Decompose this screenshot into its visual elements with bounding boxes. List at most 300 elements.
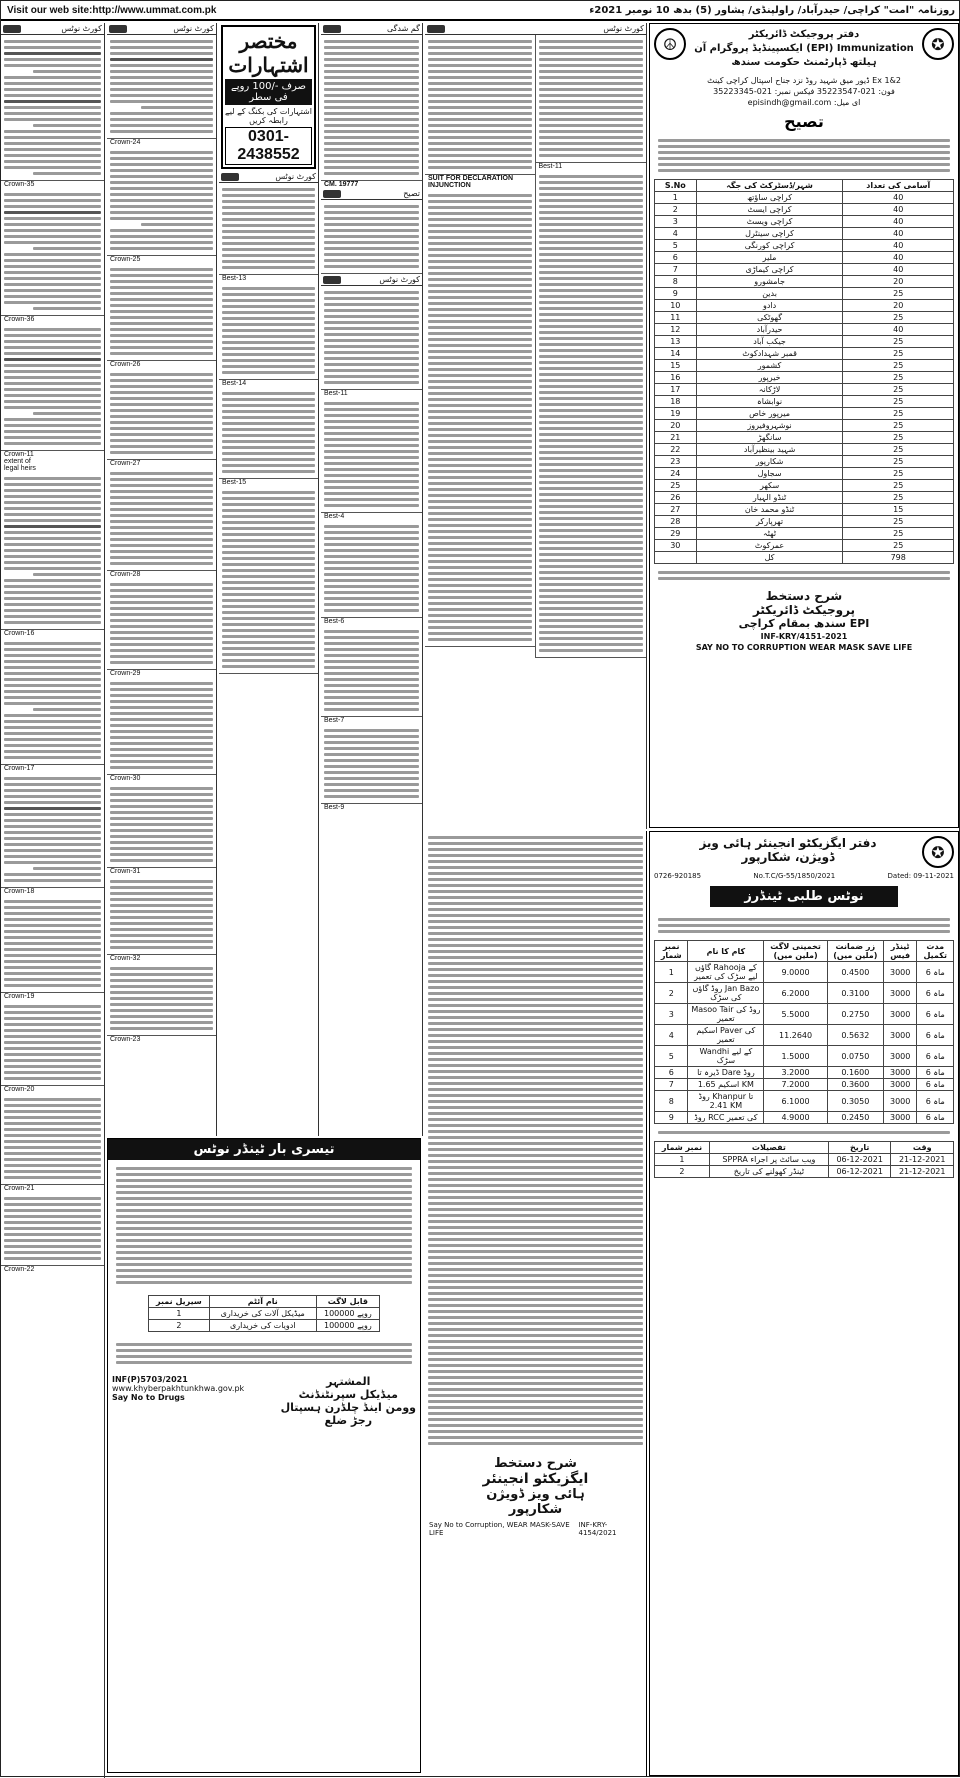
epi-table-row [655,420,954,432]
best-label: Best-13 [222,275,247,282]
epi-table-cell: نوابشاہ [696,396,843,408]
hw-table-cell: 3000 [883,1091,917,1112]
date-line: روزنامہ "امت" کراچی/ حیدرآباد/ راولپنڈی/ پشاور (5) بدھ 10 نومبر 2021ء [589,4,955,16]
hw-table-cell: 7.2000 [764,1079,828,1091]
hw-table-row [655,1079,954,1091]
epi-table-cell: 25 [843,540,954,552]
hw-schedule-header-cell: نمبر شمار [655,1142,710,1154]
best-label: Best-11 [324,390,348,397]
hw-table-cell: 2 [655,983,688,1004]
epi-table-cell: 15 [843,504,954,516]
epi-table-cell: میرپور خاص [696,408,843,420]
epi-table-cell: 18 [655,396,697,408]
epi-table-cell: کشمور [696,360,843,372]
lost-notice-header: گم شدگی [321,23,422,35]
hw-schedule-cell: ٹینڈر کھولنے کی تاریخ [709,1166,828,1178]
epi-table-row [655,336,954,348]
hw-table-cell: روڈ گاؤں Jan Bazo کی سڑک [688,983,764,1004]
epi-table-cell: 5 [655,240,697,252]
epi-table-row [655,264,954,276]
column-1 [1,23,105,1778]
hw-table-cell: 1.5000 [764,1046,828,1067]
tp-website[interactable]: www.khyberpakhtunkhwa.gov.pk [112,1384,245,1393]
epi-table-cell: 40 [843,324,954,336]
epi-table-cell: 25 [843,528,954,540]
hw-table-cell: روڈ Khanpur تا 2.41 KM [688,1091,764,1112]
gavel-icon [427,25,445,33]
gavel-icon [323,190,341,198]
epi-table-row [655,396,954,408]
hw-table-row [655,983,954,1004]
epi-table-cell: 21 [655,432,697,444]
epi-table-cell: تھرپارکر [696,516,843,528]
epi-table-cell: 26 [655,492,697,504]
lost-notice-cm: CM. 19777 [324,181,359,188]
hw-table-cell: گاؤں Rahooja کے لیے سڑک کی تعمیر [688,962,764,983]
epi-table-cell: 20 [843,300,954,312]
epi-table-cell: 20 [843,276,954,288]
hw-table-cell: 0.3600 [827,1079,883,1091]
hw-signer: شرح دستخط [494,1456,577,1471]
hw-table-cell: 6 ماہ [917,962,954,983]
family-logo-icon: ☮ [654,28,686,60]
epi-table-cell: نوشہروفیروز [696,420,843,432]
masthead [1,1,960,21]
epi-table-cell: 40 [843,240,954,252]
court-notice-header: کورٹ نوٹس [425,23,646,35]
tp-table-header-cell: قابل لاگت [316,1296,379,1308]
hw-table-cell: اسکیم Paver کی تعمیر [688,1025,764,1046]
crown-label: Crown-16 [4,630,35,637]
epi-table-cell: 1 [655,192,697,204]
hw-table-cell: 6 ماہ [917,1067,954,1079]
best-label: Best-6 [324,618,345,625]
epi-table-row [655,516,954,528]
epi-table-cell: 7 [655,264,697,276]
hw-schedule-header-cell: تفصیلات [709,1142,828,1154]
tp-table-cell: 2 [149,1320,210,1332]
highways-tender-notice [649,831,959,1776]
tp-table-cell: 100000 روپے [316,1320,379,1332]
gavel-icon [323,25,341,33]
epi-table-row [655,204,954,216]
epi-table-cell: کراچی ساؤتھ [696,192,843,204]
sindh-emblem-icon: ✪ [922,836,954,868]
epi-table-cell: 25 [843,288,954,300]
epi-table-cell: کراچی ویسٹ [696,216,843,228]
crown-label: Crown-24 [110,139,141,146]
epi-email[interactable]: ای میل: episindh@gmail.com [747,98,861,107]
best-label: Best-4 [324,513,345,520]
hw-table-row [655,962,954,983]
epi-notice [649,23,959,828]
epi-table-cell: 25 [843,432,954,444]
hw-table-cell: 11.2640 [764,1025,828,1046]
hw-table-cell: 0.2750 [827,1004,883,1025]
epi-table-cell: کراچی کورنگی [696,240,843,252]
hw-table-header-cell: زر ضمانت (ملین میں) [827,941,883,962]
tp-signer-4: رجڑ ضلع [324,1414,373,1427]
hw-table-cell: ڈیرہ تا Dare روڈ [688,1067,764,1079]
epi-table-cell: ٹنڈو محمد خان [696,504,843,516]
epi-table-row [655,432,954,444]
epi-signer-place: سندھ بمقام کراچی EPI [738,617,870,630]
court-notice-header: کورٹ نوٹس [1,23,104,35]
epi-table-row [655,348,954,360]
epi-table-cell: 25 [843,384,954,396]
hw-table-cell: 0.3050 [827,1091,883,1112]
epi-table-row [655,408,954,420]
epi-table-cell: سانگھڑ [696,432,843,444]
hw-table-cell: 4 [655,1025,688,1046]
tp-table-row [149,1308,380,1320]
epi-table-cell: 25 [843,336,954,348]
hw-table-cell: روڈ RCC کی تعمیر [688,1112,764,1124]
epi-table-cell: ٹنڈو الہیار [696,492,843,504]
crown-label: Crown-11 [4,451,34,458]
column-4 [321,23,423,1136]
epi-signer-title: پروجیکٹ ڈائریکٹر [752,603,856,617]
epi-department: ہیلتھ ڈپارٹمنٹ حکومت سندھ [731,57,877,68]
epi-table-cell: بدین [696,288,843,300]
epi-table-row [655,324,954,336]
epi-table-cell: 12 [655,324,697,336]
epi-table-cell: 15 [655,360,697,372]
hw-table-cell: اسکیم 1.65 KM [688,1079,764,1091]
hw-table-cell: 3.2000 [764,1067,828,1079]
epi-office: دفتر پروجیکٹ ڈائریکٹر [748,29,860,40]
gavel-icon [3,25,21,33]
epi-table-cell: خیرپور [696,372,843,384]
column-3 [219,23,319,1136]
hw-schedule-cell: 06-12-2021 [828,1154,891,1166]
hw-table-cell: 5 [655,1046,688,1067]
epi-table-cell: 25 [843,312,954,324]
epi-table-row [655,456,954,468]
hw-table-header-cell: مدت تکمیل [917,941,954,962]
epi-table-row [655,360,954,372]
crown-label: Crown-35 [4,181,35,188]
epi-table-cell: لاڑکانہ [696,384,843,396]
hw-table-cell: 4.9000 [764,1112,828,1124]
epi-table-cell: 25 [843,372,954,384]
hw-schedule-cell: SPPRA ویب سائٹ پر اجراء [709,1154,828,1166]
crown-label: Crown-31 [110,868,141,875]
epi-table-cell: شکارپور [696,456,843,468]
epi-table-row [655,240,954,252]
column-2 [107,23,217,1136]
hw-table-cell: 3000 [883,1025,917,1046]
epi-table-cell: 22 [655,444,697,456]
epi-table-cell: سجاول [696,468,843,480]
tp-table-row [149,1320,380,1332]
epi-table-cell: سکھر [696,480,843,492]
crown-label: Crown-28 [110,571,141,578]
epi-table-cell: کراچی کیماڑی [696,264,843,276]
epi-table-row [655,528,954,540]
epi-table-cell: 25 [843,360,954,372]
epi-table-cell: 40 [843,204,954,216]
hw-inf-no: INF-KRY-4154/2021 [578,1521,617,1537]
hw-signer-title: ایگزیکٹو انجینئر [482,1471,589,1487]
epi-table-row [655,276,954,288]
tp-table-header-cell: سیریل نمبر [149,1296,210,1308]
epi-table-cell: 2 [655,204,697,216]
crown-label: Crown-36 [4,316,35,323]
tasheeh-header: تصیح [321,188,422,200]
best-label: Best-9 [324,804,345,811]
website-link[interactable]: Visit our web site:http://www.ummat.com.pk [7,4,217,16]
epi-table-cell: 40 [843,228,954,240]
hw-table-row [655,1067,954,1079]
epi-table-cell: 25 [843,348,954,360]
epi-table-row [655,288,954,300]
crown-label: Crown-32 [110,955,141,962]
hw-table-cell: 3000 [883,1067,917,1079]
hw-dated: Dated: 09-11-2021 [887,872,954,880]
classified-booking: اشتہارات کی بکنگ کے لیے رابطہ کریں [225,107,312,125]
epi-table-cell: 28 [655,516,697,528]
hw-table-cell: 6 ماہ [917,1046,954,1067]
epi-table-cell: 25 [843,468,954,480]
hw-table-cell: 6 ماہ [917,1091,954,1112]
hw-schedule-header-cell: تاریخ [828,1142,891,1154]
hw-table-cell: 8 [655,1091,688,1112]
hw-table-header-cell: کام کا نام [688,941,764,962]
hw-table-cell: 0.4500 [827,962,883,983]
epi-table-header-cell: آسامی کی تعداد [843,180,954,192]
hw-footer: Say No to Corruption, WEAR MASK-SAVE LIFE [429,1521,570,1537]
epi-table-cell: ٹھٹہ [696,528,843,540]
hw-schedule-row [655,1166,954,1178]
epi-table-cell: ملیر [696,252,843,264]
third-tender-notice [107,1138,421,1773]
best-label: Best-7 [324,717,345,724]
epi-table-row [655,444,954,456]
epi-table-cell: 6 [655,252,697,264]
epi-table-row [655,228,954,240]
hw-table-cell: 6 ماہ [917,1112,954,1124]
epi-table-cell: 40 [843,264,954,276]
hw-table-cell: 3000 [883,1112,917,1124]
epi-table-cell: 11 [655,312,697,324]
hw-title: نوٹس طلبی ٹینڈرز [710,886,898,907]
hw-table-cell: Masoo Tair روڈ کی تعمیر [688,1004,764,1025]
classified-ads-box [221,25,316,169]
epi-table-cell: 13 [655,336,697,348]
court-notice-header: کورٹ نوٹس [321,274,422,286]
tp-table-cell: ادویات کی خریداری [209,1320,316,1332]
hw-table-cell: 6 ماہ [917,1004,954,1025]
gavel-icon [323,276,341,284]
epi-table-cell: قمبر شہدادکوٹ [696,348,843,360]
epi-address: Ex 1&2 ڈیور میق شہید روڈ نزد جناح اسپتال کراچی کینٹ [707,76,901,85]
epi-table-row [655,504,954,516]
hw-schedule-cell: 2 [655,1166,710,1178]
epi-vacancy-table [654,179,954,564]
epi-table-cell: 10 [655,300,697,312]
tp-slogan: Say No to Drugs [112,1393,185,1402]
column-5 [425,23,647,829]
epi-table-cell: 30 [655,540,697,552]
crown-label: Crown-21 [4,1185,35,1192]
crown-label: Crown-19 [4,993,35,1000]
hw-table-header-cell: تخمینی لاگت (ملین میں) [764,941,828,962]
epi-table-header-cell: S.No [655,180,697,192]
hw-table-cell: 6 ماہ [917,1079,954,1091]
classified-title: مختصر اشتہارات [228,29,309,77]
epi-signer: شرح دستخط [765,589,843,603]
hw-schedule-cell: 21-12-2021 [891,1154,954,1166]
epi-table-cell: جامشورو [696,276,843,288]
gavel-icon [109,25,127,33]
epi-table-cell: 798 [843,552,954,564]
crown-label: Crown-27 [110,460,141,467]
hw-table-cell: 6.1000 [764,1091,828,1112]
epi-table-row [655,216,954,228]
epi-table-cell: 25 [843,492,954,504]
classified-rate: صرف -/100 روپے فی سطر [225,79,312,105]
epi-table-cell: 19 [655,408,697,420]
epi-table-cell: 25 [843,420,954,432]
epi-table-cell: 40 [843,252,954,264]
epi-table-cell: 40 [843,192,954,204]
third-tender-title: تیسری بار ٹینڈر نوٹس [108,1139,420,1160]
tp-signer-3: وومن اینڈ چلڈرن ہسپتال [280,1401,416,1414]
hw-table-cell: 1 [655,962,688,983]
epi-table-cell: کراچی سینٹرل [696,228,843,240]
hw-tender-table [654,940,954,1124]
hw-table-row [655,1046,954,1067]
epi-table-cell: حیدرآباد [696,324,843,336]
hw-table-cell: 0.0750 [827,1046,883,1067]
hw-table-cell: 6 ماہ [917,1025,954,1046]
epi-table-cell: 29 [655,528,697,540]
epi-table-row [655,192,954,204]
epi-table-cell: 25 [843,516,954,528]
epi-program: ایکسپینڈیڈ پروگرام آن (EPI) Immunization [694,43,914,54]
epi-table-cell: 4 [655,228,697,240]
hw-schedule-cell: 06-12-2021 [828,1166,891,1178]
hw-table-cell: 3000 [883,962,917,983]
hw-table-cell: 0.5632 [827,1025,883,1046]
court-notice-header: کورٹ نوٹس [219,171,318,183]
epi-table-cell: 25 [655,480,697,492]
best-label: Best-11 [538,163,563,170]
epi-correction-title: تصیح [650,109,958,134]
tp-table-header-cell: نام آئٹم [209,1296,316,1308]
crown-label: Crown-22 [4,1266,35,1273]
sindh-emblem-icon: ✪ [922,28,954,60]
crown-label: Crown-26 [110,361,141,368]
epi-table-cell: 3 [655,216,697,228]
epi-table-row [655,480,954,492]
tp-table-cell: میڈیکل آلات کی خریداری [209,1308,316,1320]
hw-table-cell: 5.5000 [764,1004,828,1025]
hw-schedule-table [654,1141,954,1178]
hw-table-cell: 6 ماہ [917,983,954,1004]
epi-table-row [655,252,954,264]
hw-phone: 0726-920185 [654,872,702,880]
crown-label: Crown-20 [4,1086,35,1093]
epi-table-cell: 20 [655,420,697,432]
crown-label: Crown-25 [110,256,141,263]
epi-table-cell: کراچی ایسٹ [696,204,843,216]
hw-signer-division: ہائی ویز ڈویژن [486,1487,585,1502]
injunction-title: INJUNCTION [428,182,471,189]
hw-schedule-cell: 1 [655,1154,710,1166]
hw-table-cell: 0.3100 [827,983,883,1004]
court-notice-text [1,35,104,181]
epi-table-cell: دادو [696,300,843,312]
best-label: Best-15 [222,479,247,486]
epi-table-cell: 25 [843,408,954,420]
hw-table-cell: 6.2000 [764,983,828,1004]
epi-table-cell: کل [696,552,843,564]
hw-table-cell: 3000 [883,983,917,1004]
epi-table-row [655,312,954,324]
hw-table-cell: 3000 [883,1046,917,1067]
epi-table-row [655,540,954,552]
court-notice-header: کورٹ نوٹس [107,23,216,35]
suit-title: SUIT FOR DECLARATION [428,175,514,182]
epi-table-row [655,492,954,504]
tp-signer-2: میڈیکل سپرنٹنڈنٹ [298,1388,398,1401]
epi-table-cell: 8 [655,276,697,288]
epi-table-cell: 24 [655,468,697,480]
epi-table-row [655,468,954,480]
hw-office: دفتر ایگزیکٹو انجینئر ہائی ویز [699,836,877,850]
crown-label: Crown-29 [110,670,141,677]
crown-label: Crown-17 [4,765,35,772]
hw-table-cell: 3000 [883,1079,917,1091]
epi-table-row [655,384,954,396]
hw-table-row [655,1091,954,1112]
hw-table-row [655,1004,954,1025]
third-tender-table [148,1295,380,1332]
classified-phone[interactable]: 0301-2438552 [225,127,312,165]
epi-table-cell: عمرکوٹ [696,540,843,552]
hw-table-cell: 9 [655,1112,688,1124]
hw-ref: No.T.C/G-55/1850/2021 [753,872,836,880]
tp-signer-1: المشتہر [326,1375,371,1388]
extent-text: extent of [4,458,31,465]
epi-table-cell: شہید بینظیرآباد [696,444,843,456]
hw-schedule-row [655,1154,954,1166]
hw-schedule-cell: 21-12-2021 [891,1166,954,1178]
epi-table-cell: 27 [655,504,697,516]
hw-table-cell: 0.2450 [827,1112,883,1124]
tp-inf-no: INF(P)5703/2021 [112,1375,188,1384]
gavel-icon [221,173,239,181]
hw-signer-place: شکارپور [508,1502,563,1517]
epi-table-header-cell: شہر/ڈسٹرکٹ کی جگہ [696,180,843,192]
hw-table-cell: 6 [655,1067,688,1079]
hw-table-cell: 9.0000 [764,962,828,983]
crown-label: Crown-30 [110,775,141,782]
tp-table-cell: 1 [149,1308,210,1320]
epi-table-cell: جیکب آباد [696,336,843,348]
hw-schedule-header-cell: وقت [891,1142,954,1154]
epi-inf-no: INF-KRY/4151-2021 [760,632,848,641]
hw-table-header-cell: نمبر شمار [655,941,688,962]
epi-table-cell: گھوٹکی [696,312,843,324]
hw-table-header-cell: ٹینڈر فیس [883,941,917,962]
hw-table-cell: 3000 [883,1004,917,1025]
hw-division: ڈویژن، شکارپور [741,850,835,864]
epi-table-row [655,300,954,312]
hw-table-cell: 3 [655,1004,688,1025]
